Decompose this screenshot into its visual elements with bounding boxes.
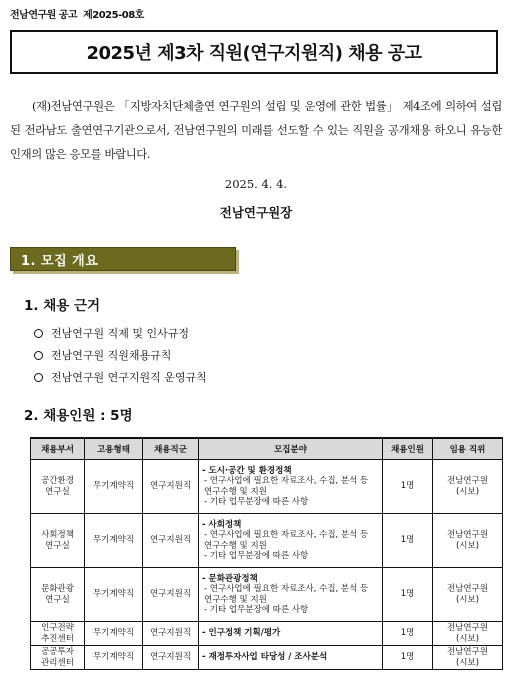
circle-bullet-icon bbox=[34, 351, 43, 360]
cell-count: 1명 bbox=[383, 460, 433, 514]
col-header-position: 임용 직위 bbox=[433, 438, 503, 460]
table-row bbox=[31, 460, 503, 514]
field-main: - 도시·공간 및 환경정책 bbox=[202, 465, 292, 476]
intro-text: (재)전남연구원은 「지방자치단체출연 연구원의 설립 및 운영에 관한 법률」 제4조에 의하여 설립된 전라남도 출연연구기관으로서, 전남연구원의 미래를 선도할 수 있는 직원을 공개채용 하오니 유능한 인재의 많은 응모를 바랍니다. bbox=[10, 99, 502, 161]
notice-header bbox=[10, 6, 144, 21]
cell-type: 무기계약직 bbox=[85, 622, 143, 646]
cell-group: 연구지원직 bbox=[143, 646, 199, 670]
basis-item: 전남연구원 직원채용규칙 bbox=[34, 347, 171, 363]
cell-type: 무기계약직 bbox=[85, 568, 143, 622]
col-header-dept: 채용부서 bbox=[31, 438, 85, 460]
field-detail: - 기타 업무분장에 따른 사항 bbox=[204, 551, 309, 561]
field-main: - 인구정책 기획/평가 bbox=[202, 628, 281, 639]
cell-group: 연구지원직 bbox=[143, 568, 199, 622]
circle-bullet-icon bbox=[34, 329, 43, 338]
field-main: - 문화관광정책 bbox=[202, 573, 258, 584]
cell-group: 연구지원직 bbox=[143, 622, 199, 646]
cell-group: 연구지원직 bbox=[143, 514, 199, 568]
cell-type: 무기계약직 bbox=[85, 460, 143, 514]
section-heading-recruit-overview: 1. 모집 개요 bbox=[10, 247, 236, 271]
cell-field bbox=[199, 622, 383, 646]
cell-count: 1명 bbox=[383, 622, 433, 646]
cell-dept: 인구전략 추진센터 bbox=[31, 622, 85, 646]
headcount-heading: 2. 채용인원 : 5명 bbox=[24, 408, 133, 424]
cell-position: 전남연구원 (시보) bbox=[433, 460, 503, 514]
field-main: - 사회정책 bbox=[202, 519, 242, 530]
cell-position: 전남연구원 (시보) bbox=[433, 622, 503, 646]
notice-number: 제2025-08호 bbox=[83, 10, 144, 21]
cell-field bbox=[199, 568, 383, 622]
cell-type: 무기계약직 bbox=[85, 514, 143, 568]
circle-bullet-icon bbox=[34, 373, 43, 382]
field-detail: - 기타 업무분장에 따른 사항 bbox=[204, 605, 309, 615]
notice-org: 전남연구원 공고 bbox=[10, 10, 78, 21]
cell-position: 전남연구원 (시보) bbox=[433, 514, 503, 568]
col-header-count: 채용인원 bbox=[383, 438, 433, 460]
table-row bbox=[31, 514, 503, 568]
cell-dept: 공간환경 연구실 bbox=[31, 460, 85, 514]
col-header-field: 모집분야 bbox=[199, 438, 383, 460]
cell-dept: 문화관광 연구실 bbox=[31, 568, 85, 622]
field-main: - 재정투자사업 타당성 / 조사분석 bbox=[202, 652, 328, 663]
basis-heading: 1. 채용 근거 bbox=[24, 298, 101, 314]
field-detail: - 기타 업무분장에 따른 사항 bbox=[204, 497, 309, 507]
field-detail: 연구수행 및 지원 bbox=[204, 594, 267, 605]
notice-date: 2025. 4. 4. bbox=[224, 177, 288, 191]
cell-field bbox=[199, 646, 383, 670]
table-row bbox=[31, 646, 503, 670]
page-title: 2025년 제3차 직원(연구지원직) 채용 공고 bbox=[10, 30, 498, 74]
field-detail: - 연구사업에 필요한 자료조사, 수집, 분석 등 bbox=[204, 530, 369, 540]
field-detail: 연구수행 및 지원 bbox=[204, 540, 267, 551]
issuer: 전남연구원장 bbox=[219, 205, 293, 220]
cell-count: 1명 bbox=[383, 646, 433, 670]
cell-position: 전남연구원 (시보) bbox=[433, 646, 503, 670]
col-header-group: 채용직군 bbox=[143, 438, 199, 460]
cell-group: 연구지원직 bbox=[143, 460, 199, 514]
recruitment-table bbox=[30, 437, 503, 670]
col-header-type: 고용형태 bbox=[85, 438, 143, 460]
cell-count: 1명 bbox=[383, 514, 433, 568]
cell-type: 무기계약직 bbox=[85, 646, 143, 670]
cell-dept: 공공투자 관리센터 bbox=[31, 646, 85, 670]
field-detail: 연구수행 및 지원 bbox=[204, 486, 267, 497]
basis-item: 전남연구원 직제 및 인사규정 bbox=[34, 325, 189, 341]
field-detail: - 연구사업에 필요한 자료조사, 수집, 분석 등 bbox=[204, 584, 369, 594]
cell-field bbox=[199, 460, 383, 514]
table-row bbox=[31, 622, 503, 646]
intro-paragraph bbox=[10, 94, 502, 166]
table-row bbox=[31, 568, 503, 622]
cell-dept: 사회정책 연구실 bbox=[31, 514, 85, 568]
field-detail: - 연구사업에 필요한 자료조사, 수집, 분석 등 bbox=[204, 476, 369, 486]
cell-count: 1명 bbox=[383, 568, 433, 622]
cell-position: 전남연구원 (시보) bbox=[433, 568, 503, 622]
basis-item: 전남연구원 연구지원직 운영규칙 bbox=[34, 369, 207, 385]
cell-field bbox=[199, 514, 383, 568]
table-header-row bbox=[31, 438, 503, 460]
